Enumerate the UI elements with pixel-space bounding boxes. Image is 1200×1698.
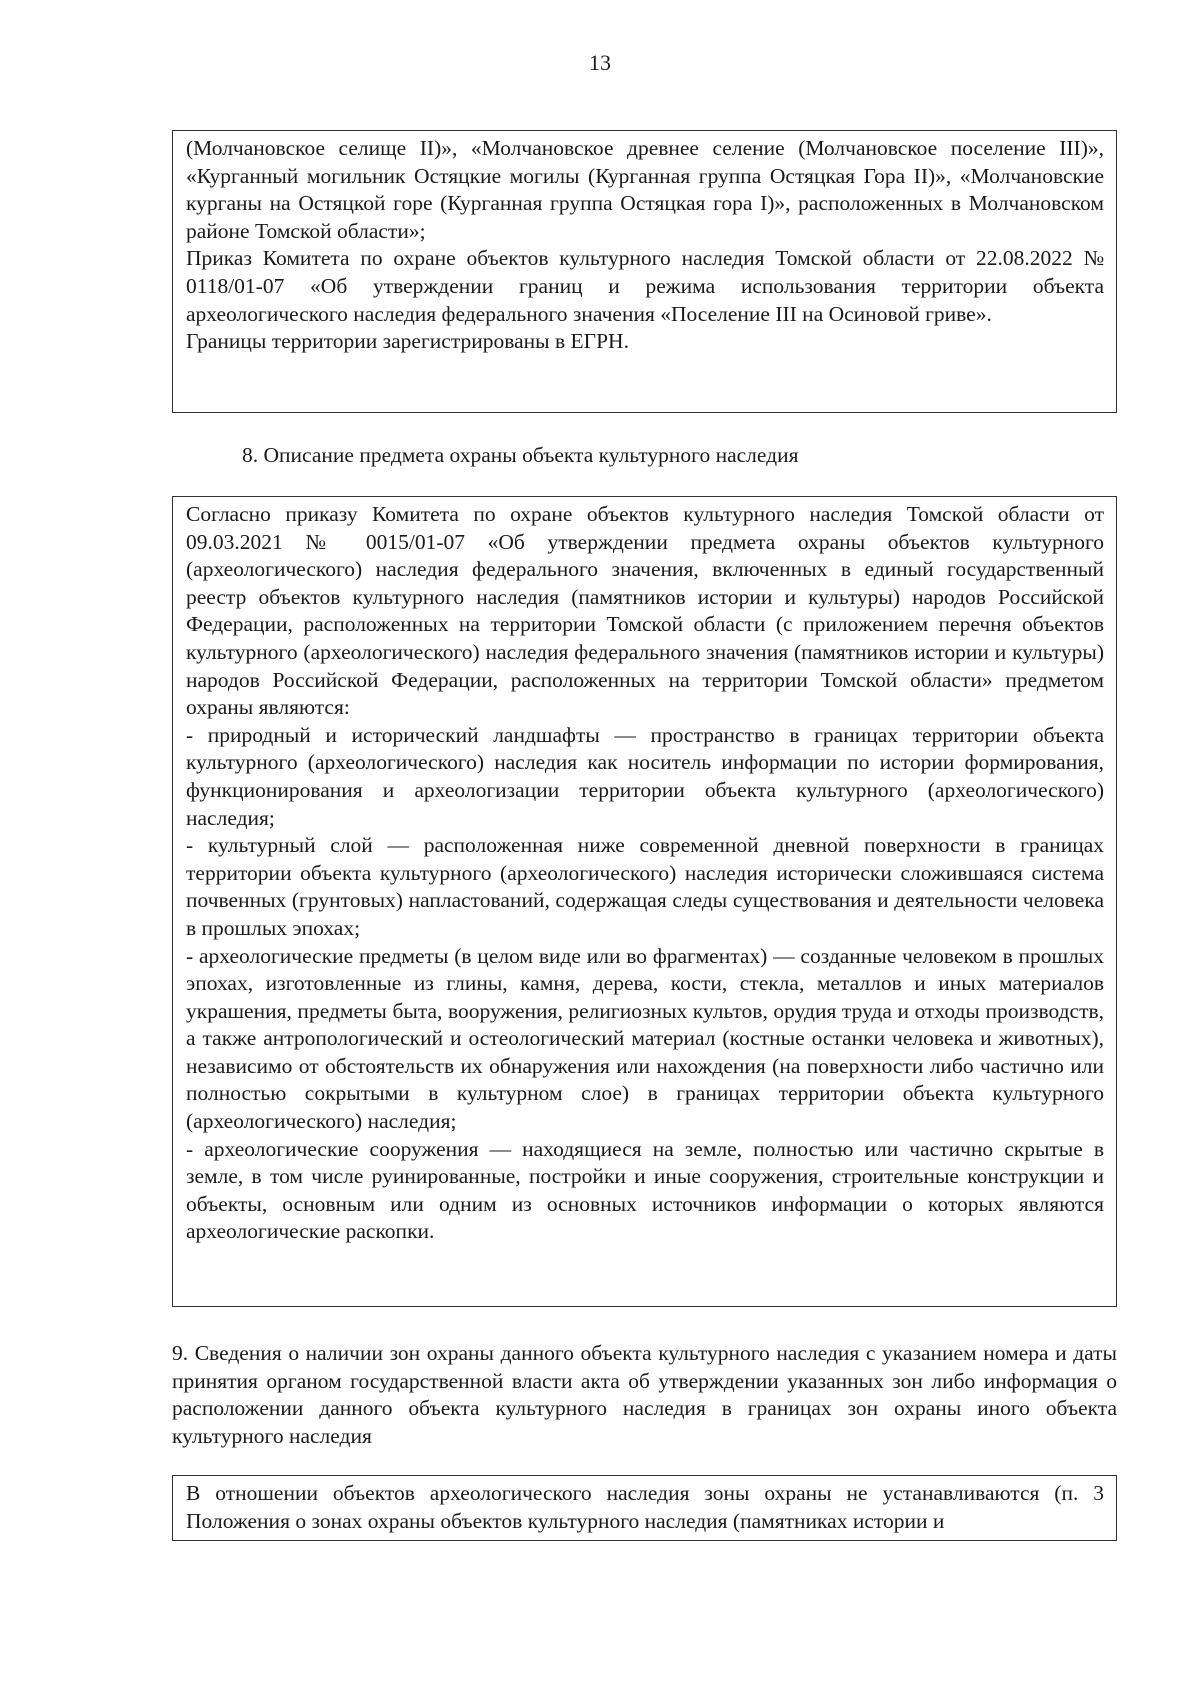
protection-subject-box bbox=[172, 496, 1117, 1307]
legal-basis-paragraph: Границы территории зарегистрированы в ЕГРН. bbox=[186, 329, 629, 354]
legal-basis-paragraph: Приказ Комитета по охране объектов культурного наследия Томской области от 22.08.2022 № 0118/01-07 «Об утверждении границ и режима использования территории объекта археологического наследия федерального значения «Поселение III на Осиновой гриве». bbox=[186, 246, 1104, 326]
section-9-heading: 9. Сведения о наличии зон охраны данного объекта культурного наследия с указанием номера и даты принятия органом государственной власти акта об утверждении указанных зон либо информация о расположении данного объекта культурного наследия в границах зон охраны иного объекта культурного наследия bbox=[172, 1341, 1117, 1448]
section-8-heading: 8. Описание предмета охраны объекта культурного наследия bbox=[242, 443, 799, 467]
legal-basis-box bbox=[172, 130, 1117, 413]
protection-zones-paragraph: В отношении объектов археологического наследия зоны охраны не устанавливаются (п. 3 Положения о зонах охраны объектов культурного наследия (памятниках истории и bbox=[186, 1481, 1104, 1533]
protection-subject-item: - природный и исторический ландшафты — пространство в границах территории объекта культурного (археологического) наследия как носитель информации по истории формирования, функционирования и археологизации территории объекта культурного (археологического) наследия; bbox=[186, 722, 1104, 830]
page-number: 13 bbox=[589, 50, 611, 75]
protection-subject-item: - культурный слой — расположенная ниже современной дневной поверхности в границах территории объекта культурного (археологического) наследия исторически сложившаяся система почвенных (грунтовых) напластований, содержащая следы существования и деятельности человека в прошлых эпохах; bbox=[186, 833, 1104, 940]
legal-basis-paragraph: (Молчановское селище II)», «Молчановское древнее селение (Молчановское поселение III)», «Курганный могильник Остяцкие могилы (Курганная группа Остяцкая Гора II)», «Молчановские курганы на Остяцкой горе (Курганная группа Остяцкая гора I)», расположенных в Молчановском районе Томской области»; bbox=[186, 136, 1104, 243]
protection-subject-item: - археологические сооружения — находящиеся на земле, полностью или частично скрытые в земле, в том числе руинированные, постройки и иные сооружения, строительные конструкции и объекты, основным или одним из основных источников информации о которых являются археологические раскопки. bbox=[186, 1136, 1104, 1244]
protection-zones-box bbox=[172, 1475, 1117, 1541]
protection-subject-paragraph: Согласно приказу Комитета по охране объектов культурного наследия Томской области от 09.03.2021 № 0015/01-07 «Об утверждении предмета охраны объектов культурного (археологического) наследия федерального значения, включенных в единый государственный реестр объектов культурного наследия (памятников истории и культуры) народов Российской Федерации, расположенных на территории Томской области (с приложением перечня объектов культурного (археологического) наследия федерального значения (памятников истории и культуры) народов Российской Федерации, расположенных на территории Томской области» предметом охраны являются: bbox=[186, 502, 1104, 720]
protection-subject-item: - археологические предметы (в целом виде или во фрагментах) — созданные человеком в прошлых эпохах, изготовленные из глины, камня, дерева, кости, стекла, металлов и иных материалов украшения, предметы быта, вооружения, религиозных культов, орудия труда и отходы производств, а также антропологический и остеологический материал (костные останки человека и животных), независимо от обстоятельств их обнаружения или нахождения (на поверхности либо частично или полностью сокрытыми в культурном слое) в границах территории объекта культурного (археологического) наследия; bbox=[186, 943, 1104, 1134]
